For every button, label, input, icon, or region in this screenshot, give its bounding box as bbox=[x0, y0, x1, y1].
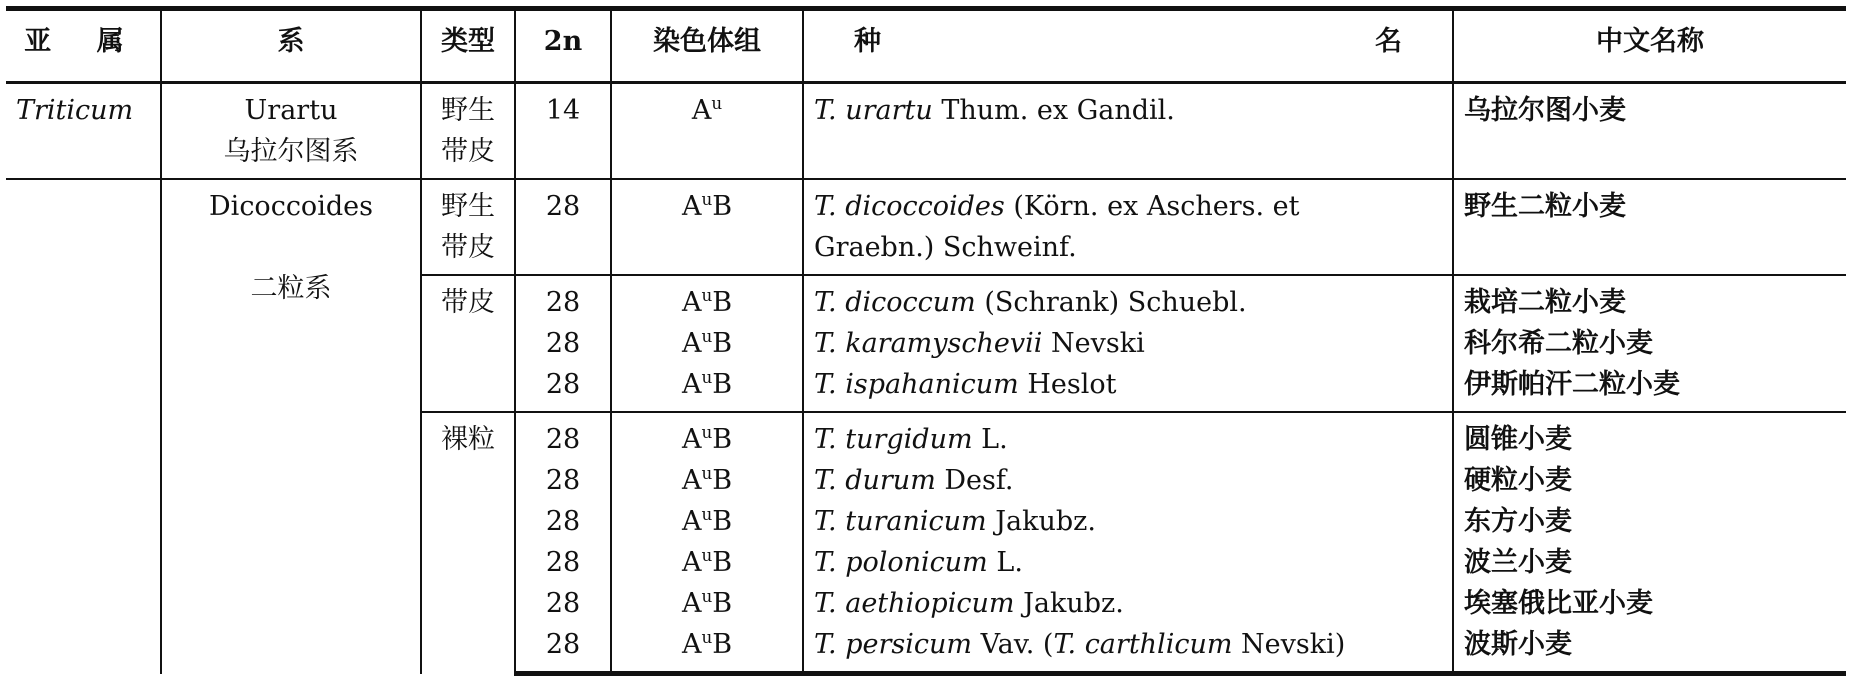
subgenus-cell-empty bbox=[6, 179, 161, 674]
header-subgenus: 亚 属 bbox=[6, 9, 161, 83]
header-2n: 2n bbox=[515, 9, 611, 83]
chinese-name-cell: 野生二粒小麦 bbox=[1453, 179, 1846, 275]
header-species-right: 名 bbox=[1375, 26, 1402, 57]
species-name-cell: T. dicoccum (Schrank) Schuebl. bbox=[803, 275, 1453, 323]
genome-cell: $A^uB$ bbox=[611, 364, 803, 412]
table-row bbox=[6, 179, 1846, 275]
chinese-name-cell: 乌拉尔图小麦 bbox=[1453, 83, 1846, 180]
chinese-name-cell: 伊斯帕汗二粒小麦 bbox=[1453, 364, 1846, 412]
species-name-cell: T. turanicum Jakubz. bbox=[803, 501, 1453, 542]
series-cell bbox=[161, 179, 421, 674]
chromosome-cell: 14 bbox=[515, 83, 611, 180]
series-latin: Urartu bbox=[244, 95, 338, 126]
type-cell: 带皮 bbox=[421, 275, 515, 412]
chromosome-cell: 28 bbox=[515, 542, 611, 583]
chromosome-cell: 28 bbox=[515, 275, 611, 323]
header-series: 系 bbox=[161, 9, 421, 83]
chromosome-cell: 28 bbox=[515, 583, 611, 624]
species-name-cell: T. karamyschevii Nevski bbox=[803, 323, 1453, 364]
species-name-cell: T. ispahanicum Heslot bbox=[803, 364, 1453, 412]
genome-cell: $A^uB$ bbox=[611, 323, 803, 364]
chromosome-cell: 28 bbox=[515, 460, 611, 501]
chromosome-cell: 28 bbox=[515, 364, 611, 412]
chromosome-cell: 28 bbox=[515, 624, 611, 674]
genome-cell: $A^uB$ bbox=[611, 501, 803, 542]
chinese-name-cell: 东方小麦 bbox=[1453, 501, 1846, 542]
genome-cell: $A^uB$ bbox=[611, 542, 803, 583]
species-name-cell: T. persicum Vav. (T. carthlicum Nevski) bbox=[803, 624, 1453, 674]
wheat-classification-table bbox=[6, 6, 1846, 676]
chinese-name-cell: 波斯小麦 bbox=[1453, 624, 1846, 674]
type-cell: 野生带皮 bbox=[421, 83, 515, 180]
genome-cell: $A^uB$ bbox=[611, 624, 803, 674]
subgenus-cell: Triticum bbox=[16, 95, 134, 126]
series-chinese: 二粒系 bbox=[250, 273, 332, 304]
header-row bbox=[6, 9, 1846, 83]
series-latin: Dicoccoides bbox=[209, 191, 373, 222]
table-row bbox=[6, 83, 1846, 180]
chinese-name-cell: 波兰小麦 bbox=[1453, 542, 1846, 583]
chinese-name-cell: 埃塞俄比亚小麦 bbox=[1453, 583, 1846, 624]
species-name-cell: T. aethiopicum Jakubz. bbox=[803, 583, 1453, 624]
chromosome-cell: 28 bbox=[515, 179, 611, 275]
chromosome-cell: 28 bbox=[515, 323, 611, 364]
chinese-name-cell: 圆锥小麦 bbox=[1453, 412, 1846, 460]
chinese-name-cell: 栽培二粒小麦 bbox=[1453, 275, 1846, 323]
series-cell bbox=[161, 83, 421, 180]
chromosome-cell: 28 bbox=[515, 412, 611, 460]
header-type: 类型 bbox=[421, 9, 515, 83]
chinese-name-cell: 硬粒小麦 bbox=[1453, 460, 1846, 501]
header-species-left: 种 bbox=[854, 26, 881, 57]
genome-cell: $A^uB$ bbox=[611, 412, 803, 460]
header-chinese-name: 中文名称 bbox=[1453, 9, 1846, 83]
header-genome: 染色体组 bbox=[611, 9, 803, 83]
genome-cell: $A^u$ bbox=[611, 83, 803, 180]
chinese-name-cell: 科尔希二粒小麦 bbox=[1453, 323, 1846, 364]
species-name-cell: T. dicoccoides (Körn. ex Aschers. et Graebn.) Schweinf. bbox=[803, 179, 1453, 275]
species-name-cell: T. urartu Thum. ex Gandil. bbox=[803, 83, 1453, 180]
genome-cell: $A^uB$ bbox=[611, 583, 803, 624]
species-name-cell: T. polonicum L. bbox=[803, 542, 1453, 583]
chromosome-cell: 28 bbox=[515, 501, 611, 542]
genome-cell: $A^uB$ bbox=[611, 275, 803, 323]
type-cell: 裸粒 bbox=[421, 412, 515, 674]
type-cell: 野生带皮 bbox=[421, 179, 515, 275]
species-name-cell: T. turgidum L. bbox=[803, 412, 1453, 460]
genome-cell: $A^uB$ bbox=[611, 460, 803, 501]
series-chinese: 乌拉尔图系 bbox=[223, 136, 359, 167]
species-name-cell: T. durum Desf. bbox=[803, 460, 1453, 501]
genome-cell: $A^uB$ bbox=[611, 179, 803, 275]
header-species-name bbox=[803, 9, 1453, 83]
